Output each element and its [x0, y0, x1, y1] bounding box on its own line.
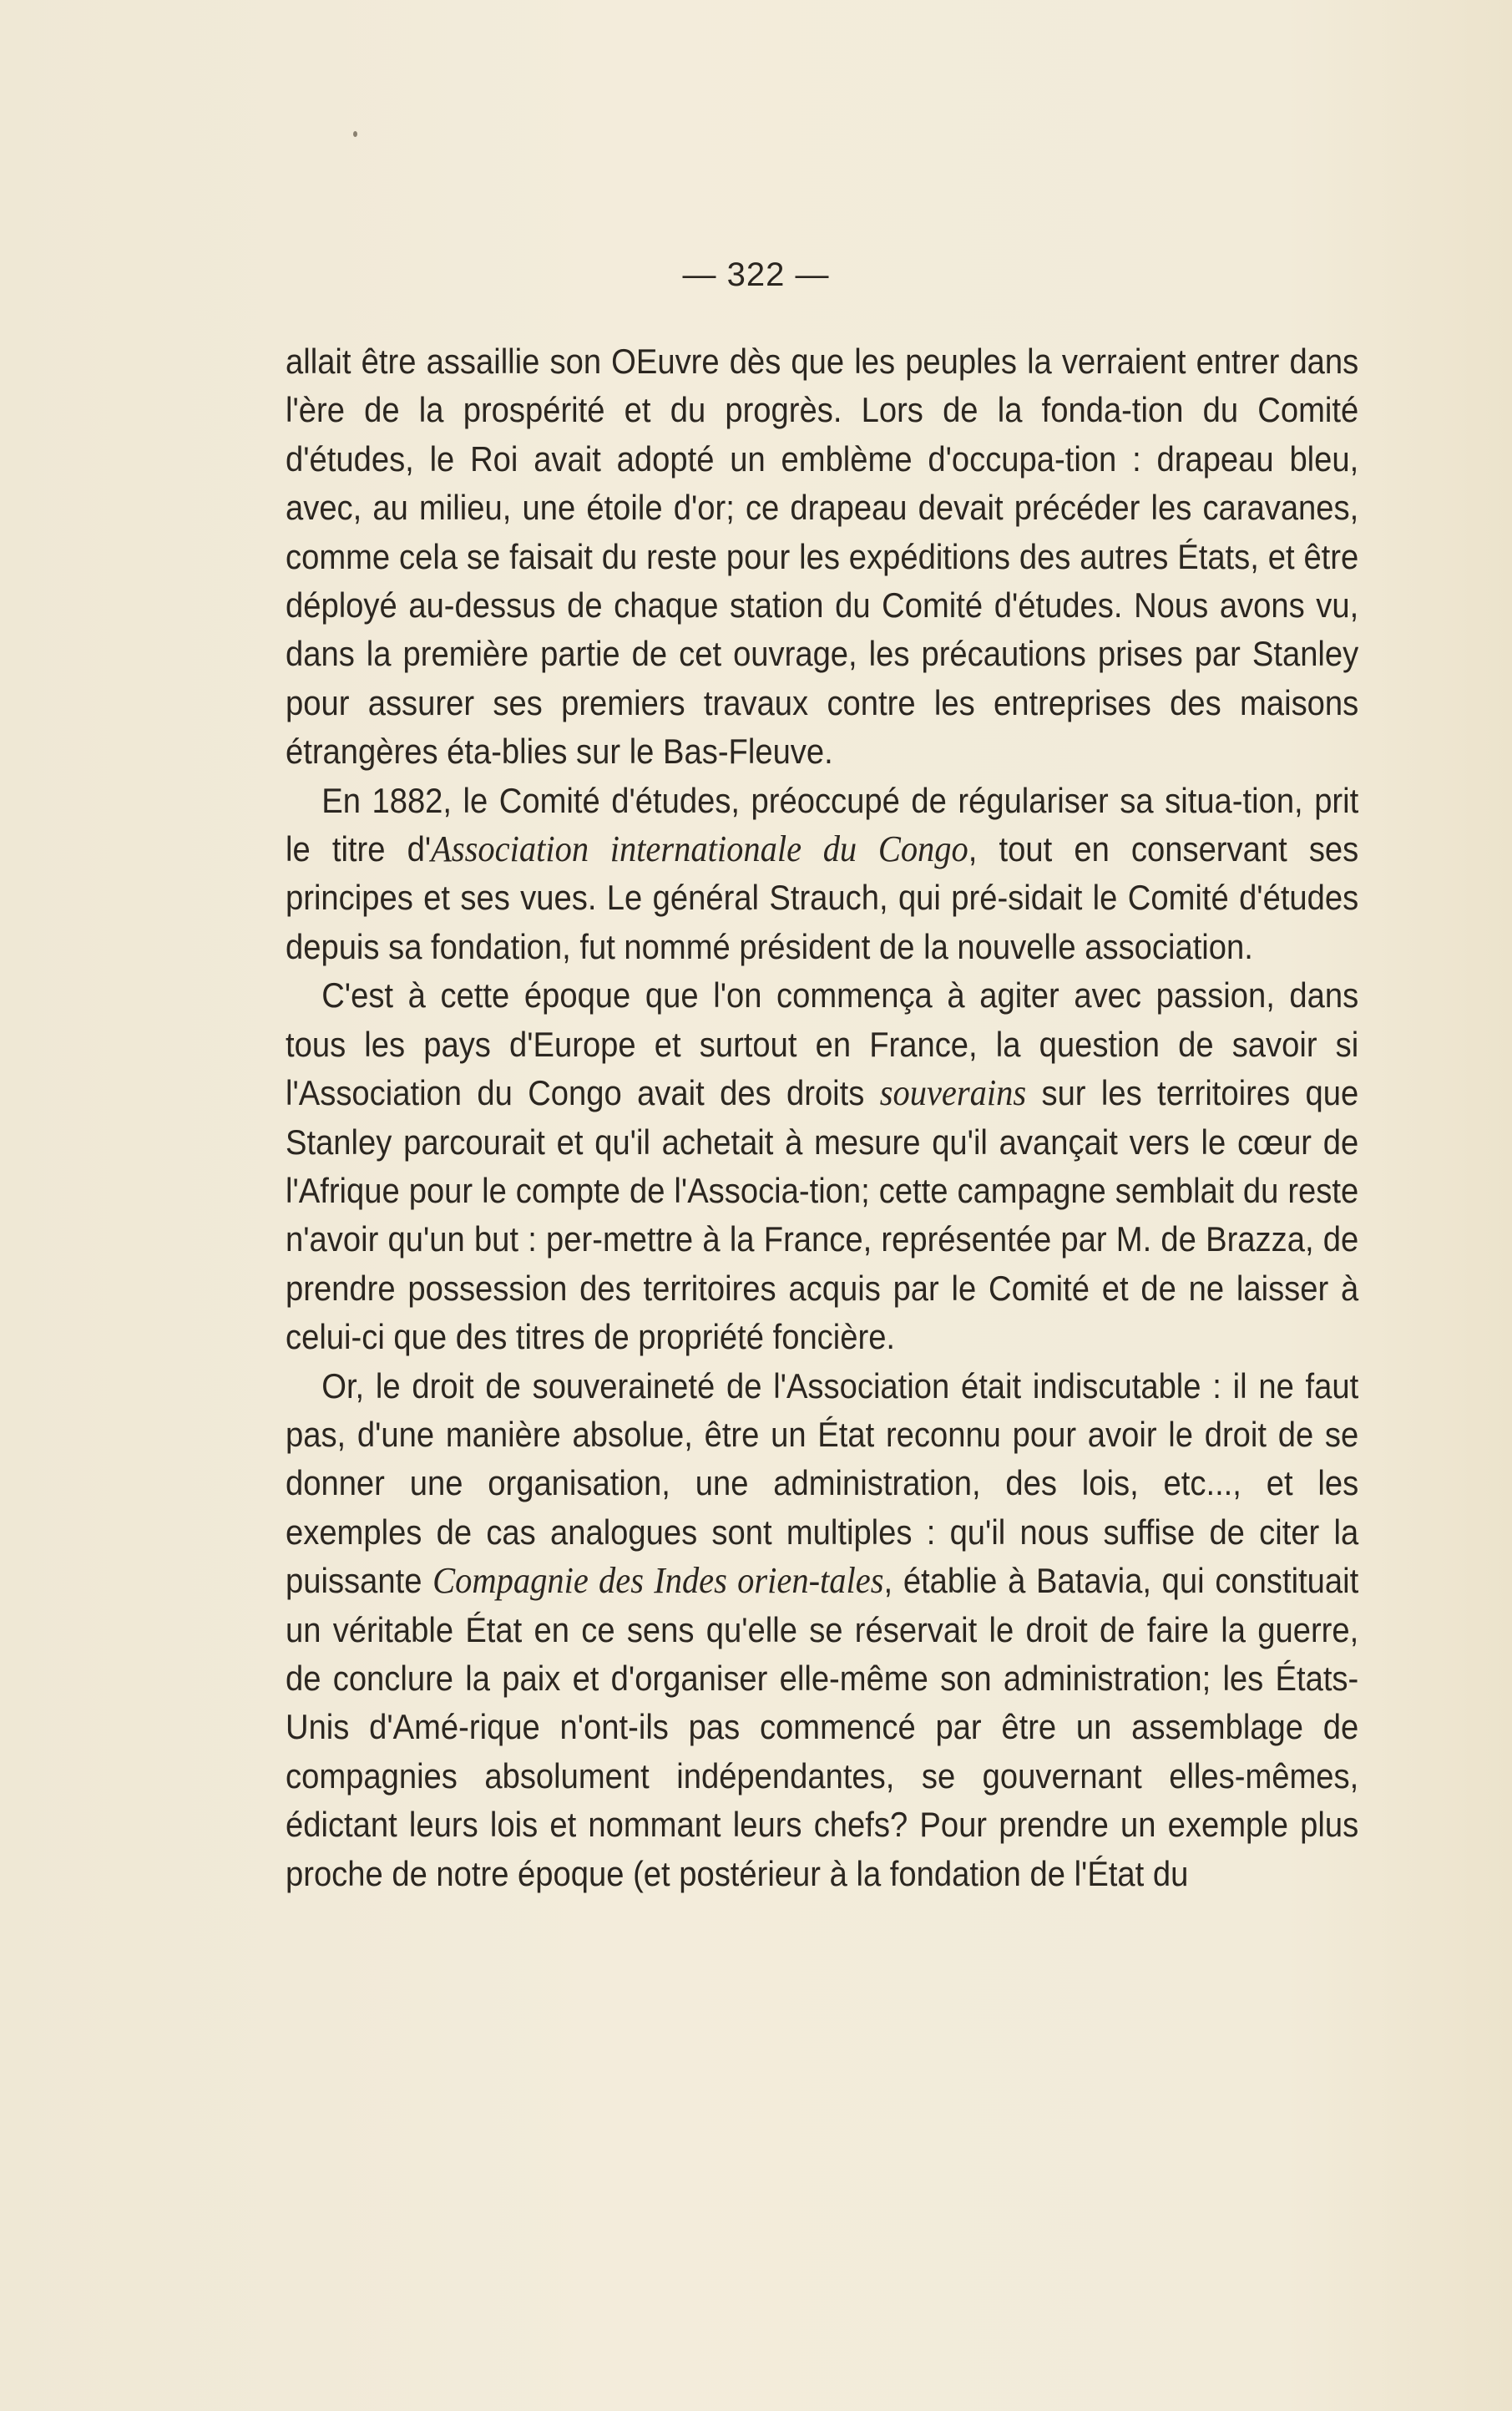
compagnie-des-indes-italic: Compagnie des Indes orien-tales [432, 1560, 884, 1602]
paragraph-3 [286, 971, 1358, 1361]
paragraph-4 [286, 1362, 1358, 1898]
page-number: — 322 — [682, 256, 830, 293]
paragraph-3-text-a: C'est à cette époque que l'on commença à agiter avec passion, dans tous les pays d'Europe et surtout en France, la question de savoir si l'Association du Congo avait des droits [286, 975, 1359, 1113]
ink-speck [353, 131, 357, 137]
paragraph-1-text: allait être assaillie son OEuvre dès que les peuples la verraient entrer dans l'ère de la prospérité et du progrès. Lors de la fonda-tion du Comité d'études, le Roi avait adopté un emblème d'occupa-tion : drapeau bleu, avec, au milieu, une étoile d'or; ce drapeau devait précéder les caravanes, comme cela se faisait du reste pour les expéditions des autres États, et être déployé au-dessus de chaque station du Comité d'études. Nous avons vu, dans la première partie de cet ouvrage, les précautions prises par Stanley pour assurer ses premiers travaux contre les entreprises des maisons étrangères éta-blies sur le Bas-Fleuve. [286, 342, 1359, 772]
association-title-italic: Association internationale du Congo [431, 828, 968, 870]
paragraph-2-text-a: En 1882, le Comité d'études, préoccupé de régulariser sa situa-tion, prit le titre d' [286, 780, 1359, 869]
souverains-italic: souverains [879, 1072, 1027, 1114]
paragraph-4-text-a: Or, le droit de souveraineté de l'Association était indiscutable : il ne faut pas, d'une manière absolue, être un État reconnu pour avoir le droit de se donner une organisation, une administration, des lois, etc..., et les exemples de cas analogues sont multiples : qu'il nous suffise de citer la puissante [286, 1365, 1359, 1601]
paragraph-2-text-b: , tout en conservant ses principes et ses vues. Le général Strauch, qui pré-sidait le Comité d'études depuis sa fondation, fut nommé président de la nouvelle association. [286, 829, 1359, 966]
paragraph-2 [286, 777, 1358, 972]
body-text [286, 337, 1358, 1898]
paragraph-3-text-b: sur les territoires que Stanley parcourait et qu'il achetait à mesure qu'il avançait vers le cœur de l'Afrique pour le compte de l'Associa-tion; cette campagne semblait du reste n'avoir qu'un but : per-mettre à la France, représentée par M. de Brazza, de prendre possession des territoires acquis par le Comité et de ne laisser à celui-ci que des titres de propriété foncière. [286, 1073, 1359, 1357]
paragraph-4-text-b: , établie à Batavia, qui constituait un véritable État en ce sens qu'elle se réservait le droit de faire la guerre, de conclure la paix et d'organiser elle-même son administration; les États-Unis d'Amé-rique n'ont-ils pas commencé par être un assemblage de compagnies absolument indépendantes, se gouvernant elles-mêmes, édictant leurs lois et nommant leurs chefs? Pour prendre un exemple plus proche de notre époque (et postérieur à la fondation de l'État du [286, 1561, 1359, 1893]
paragraph-1 [286, 337, 1358, 777]
